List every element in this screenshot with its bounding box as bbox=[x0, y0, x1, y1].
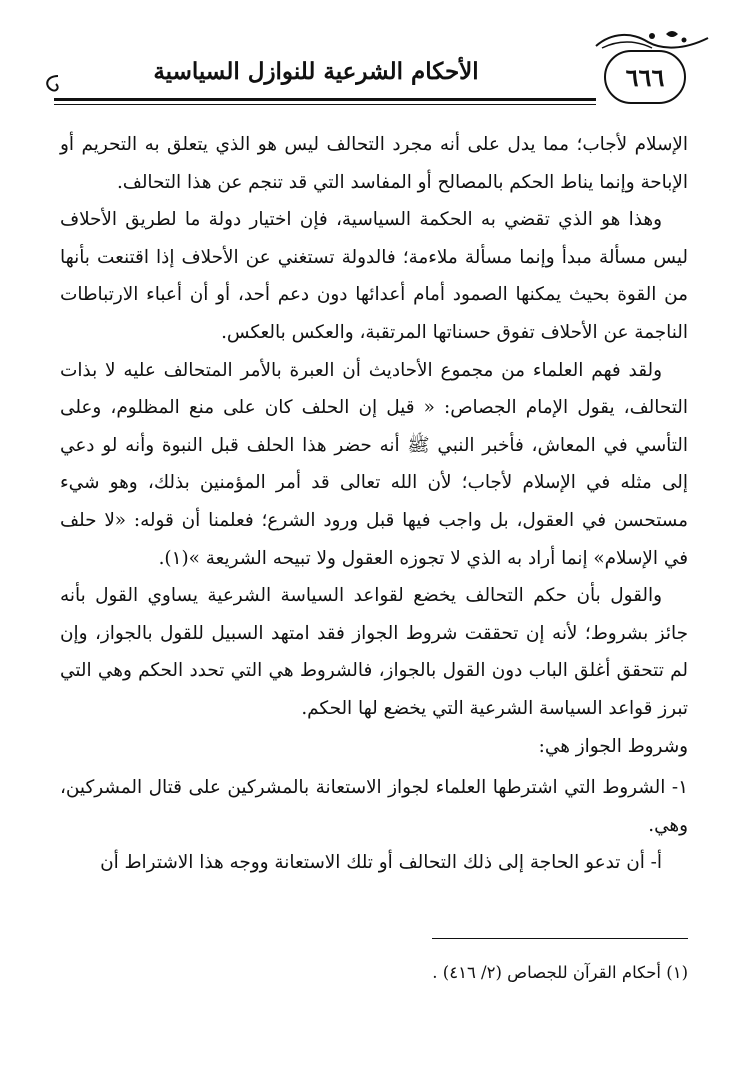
header-rule-thin bbox=[54, 104, 596, 105]
footnote-separator bbox=[432, 938, 688, 939]
page-number: ٦٦٦ bbox=[604, 50, 686, 104]
conditions-heading: وشروط الجواز هي: bbox=[538, 735, 688, 757]
footnote: (١) أحكام القرآن للجصاص (٢/ ٤١٦) . bbox=[432, 963, 688, 982]
header-left-ornament-icon bbox=[40, 72, 62, 94]
paragraph: ولقد فهم العلماء من مجموع الأحاديث أن العبرة بالأمر المتحالف عليه لا بذات التحالف، يقول الإمام الجصاص: « قيل إن الحلف كان على منع المظلوم، وعلى التأسي في المعاش، فأخبر النبي ﷺ أنه حضر هذا الحلف قبل النبوة وأنه لو دعي إلى مثله في الإسلام لأجاب؛ لأن الله تعالى قد أمر المؤمنين بذلك، وهو شيء مستحسن في العقول، بل واجب فيها قبل ورود الشرع؛ فعلمنا أن قوله: «لا حلف في الإسلام» إنما أراد به الذي لا تجوزه العقول ولا تبيحه الشريعة »(١). bbox=[60, 359, 688, 569]
list-item: أ- أن تدعو الحاجة إلى ذلك التحالف أو تلك الاستعانة ووجه هذا الاشتراط أن bbox=[100, 852, 662, 874]
main-text bbox=[60, 126, 688, 882]
paragraph: وهذا هو الذي تقضي به الحكمة السياسية، فإن اختيار دولة ما لطريق الأحلاف ليس مسألة مبدأ وإنما مسألة ملاءمة؛ فالدولة تستغني عن الأحلاف إذا اقتنعت بأنها من القوة بحيث يمكنها الصمود أمام أعدائها دون دعم أحد، أو أن أعباء الارتباطات الناجمة عن الأحلاف تفوق حسناتها المرتقبة، والعكس بالعكس. bbox=[60, 209, 688, 343]
header-rule-thick bbox=[54, 98, 596, 101]
paragraph: والقول بأن حكم التحالف يخضع لقواعد السياسة الشرعية يساوي القول بأنه جائز بشروط؛ لأنه إن تحققت شروط الجواز فقد امتهد السبيل للقول بالجواز، وإن لم تتحقق أغلق الباب دون القول بالجواز، فالشروط هي التي تحدد الحكم وهي التي تبرز قواعد السياسة الشرعية التي يخضع لها الحكم. bbox=[60, 585, 688, 719]
list-item: ١- الشروط التي اشترطها العلماء لجواز الاستعانة بالمشركين على قتال المشركين، وهي. bbox=[60, 777, 688, 836]
paragraph: الإسلام لأجاب؛ مما يدل على أنه مجرد التحالف ليس هو الذي يتعلق به التحريم أو الإباحة وإنما يناط الحكم بالمصالح أو المفاسد التي قد تنجم عن هذا التحالف. bbox=[60, 134, 688, 193]
footnotes bbox=[60, 960, 688, 986]
book-title: الأحكام الشرعية للنوازل السياسية bbox=[153, 58, 479, 85]
page-header bbox=[40, 38, 712, 108]
